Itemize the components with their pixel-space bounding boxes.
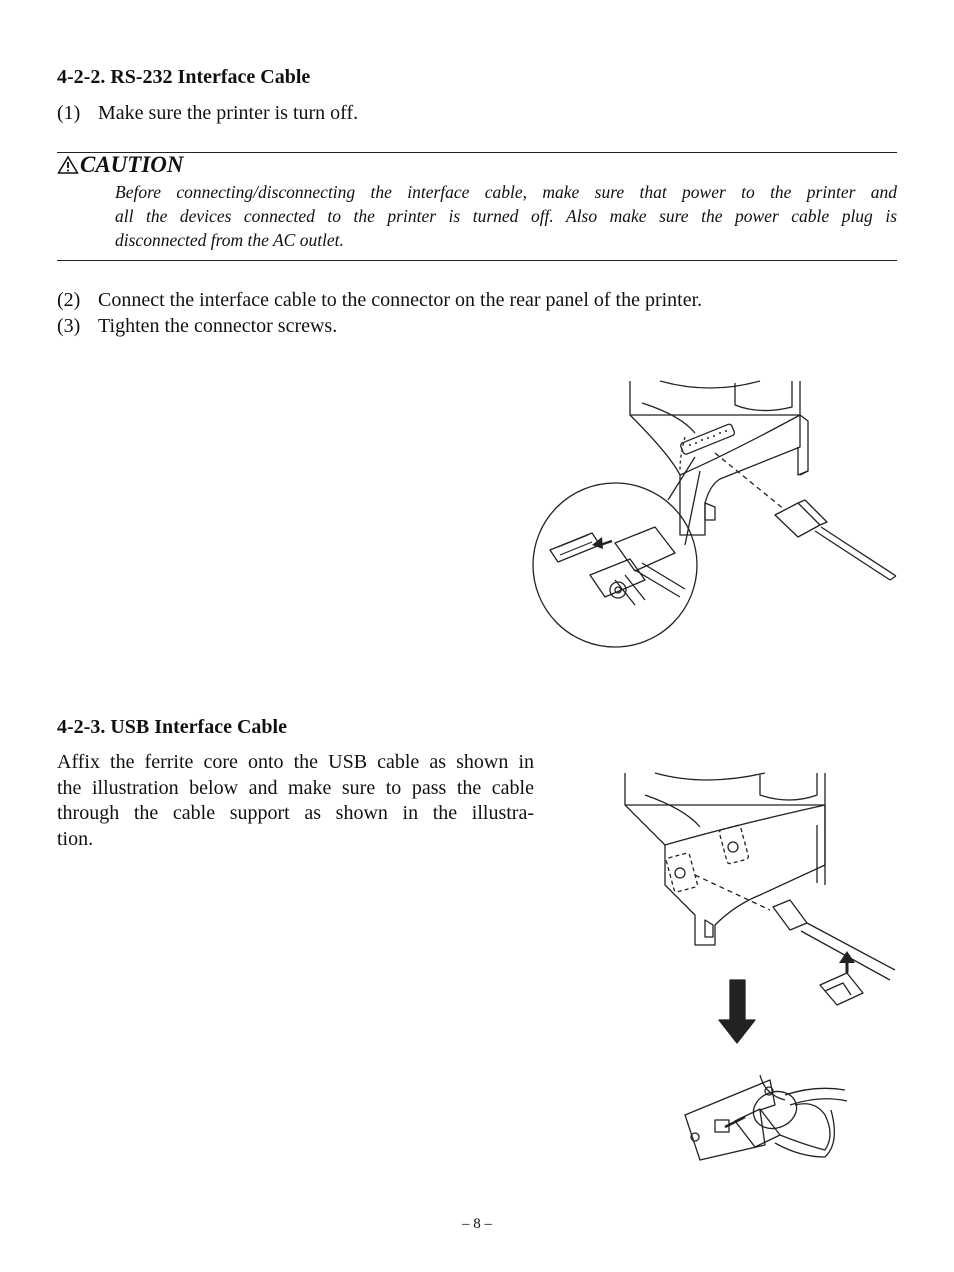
section-heading-rs232: 4-2-2. RS-232 Interface Cable bbox=[57, 66, 311, 88]
step-number: (2) bbox=[57, 289, 81, 311]
usb-plug bbox=[773, 900, 807, 930]
section-heading-usb: 4-2-3. USB Interface Cable bbox=[57, 716, 287, 738]
step-1 bbox=[57, 100, 358, 126]
usb-paragraph bbox=[57, 750, 534, 852]
step-3 bbox=[57, 313, 337, 339]
down-arrow-icon bbox=[719, 980, 755, 1043]
cable-support bbox=[685, 1080, 775, 1160]
usb-connection-illustration bbox=[585, 765, 905, 1175]
step-number: (3) bbox=[57, 315, 81, 337]
usb-paragraph-line: the illustration below and make sure to pass the cable bbox=[57, 776, 534, 799]
warning-triangle-icon bbox=[57, 155, 79, 175]
step-number: (1) bbox=[57, 102, 81, 124]
printer-rear-connector bbox=[680, 423, 735, 455]
step-text: Make sure the printer is turn off. bbox=[98, 102, 359, 124]
usb-paragraph-line: through the cable support as shown in the illustra- bbox=[57, 802, 534, 824]
step-2 bbox=[57, 287, 702, 313]
rs232-connection-illustration bbox=[530, 375, 900, 665]
caution-bottom-rule bbox=[57, 260, 897, 261]
caution-line: disconnected from the AC outlet. bbox=[115, 230, 344, 250]
page-number: – 8 – bbox=[462, 1216, 492, 1232]
caution-title-text: CAUTION bbox=[80, 152, 184, 177]
caution-body bbox=[115, 180, 897, 252]
caution-line: Before connecting/disconnecting the interface cable, make sure that power to the printer and bbox=[115, 182, 897, 202]
usb-paragraph-line: Affix the ferrite core onto the USB cable as shown in bbox=[57, 751, 534, 773]
caution-line: all the devices connected to the printer is turned off. Also make sure the power cable plug is bbox=[115, 206, 897, 226]
ferrite-core-icon bbox=[820, 973, 863, 1005]
caution-title bbox=[57, 152, 184, 178]
usb-paragraph-line: tion. bbox=[57, 827, 94, 850]
step-text: Connect the interface cable to the connector on the rear panel of the printer. bbox=[98, 289, 703, 311]
step-text: Tighten the connector screws. bbox=[98, 315, 338, 337]
